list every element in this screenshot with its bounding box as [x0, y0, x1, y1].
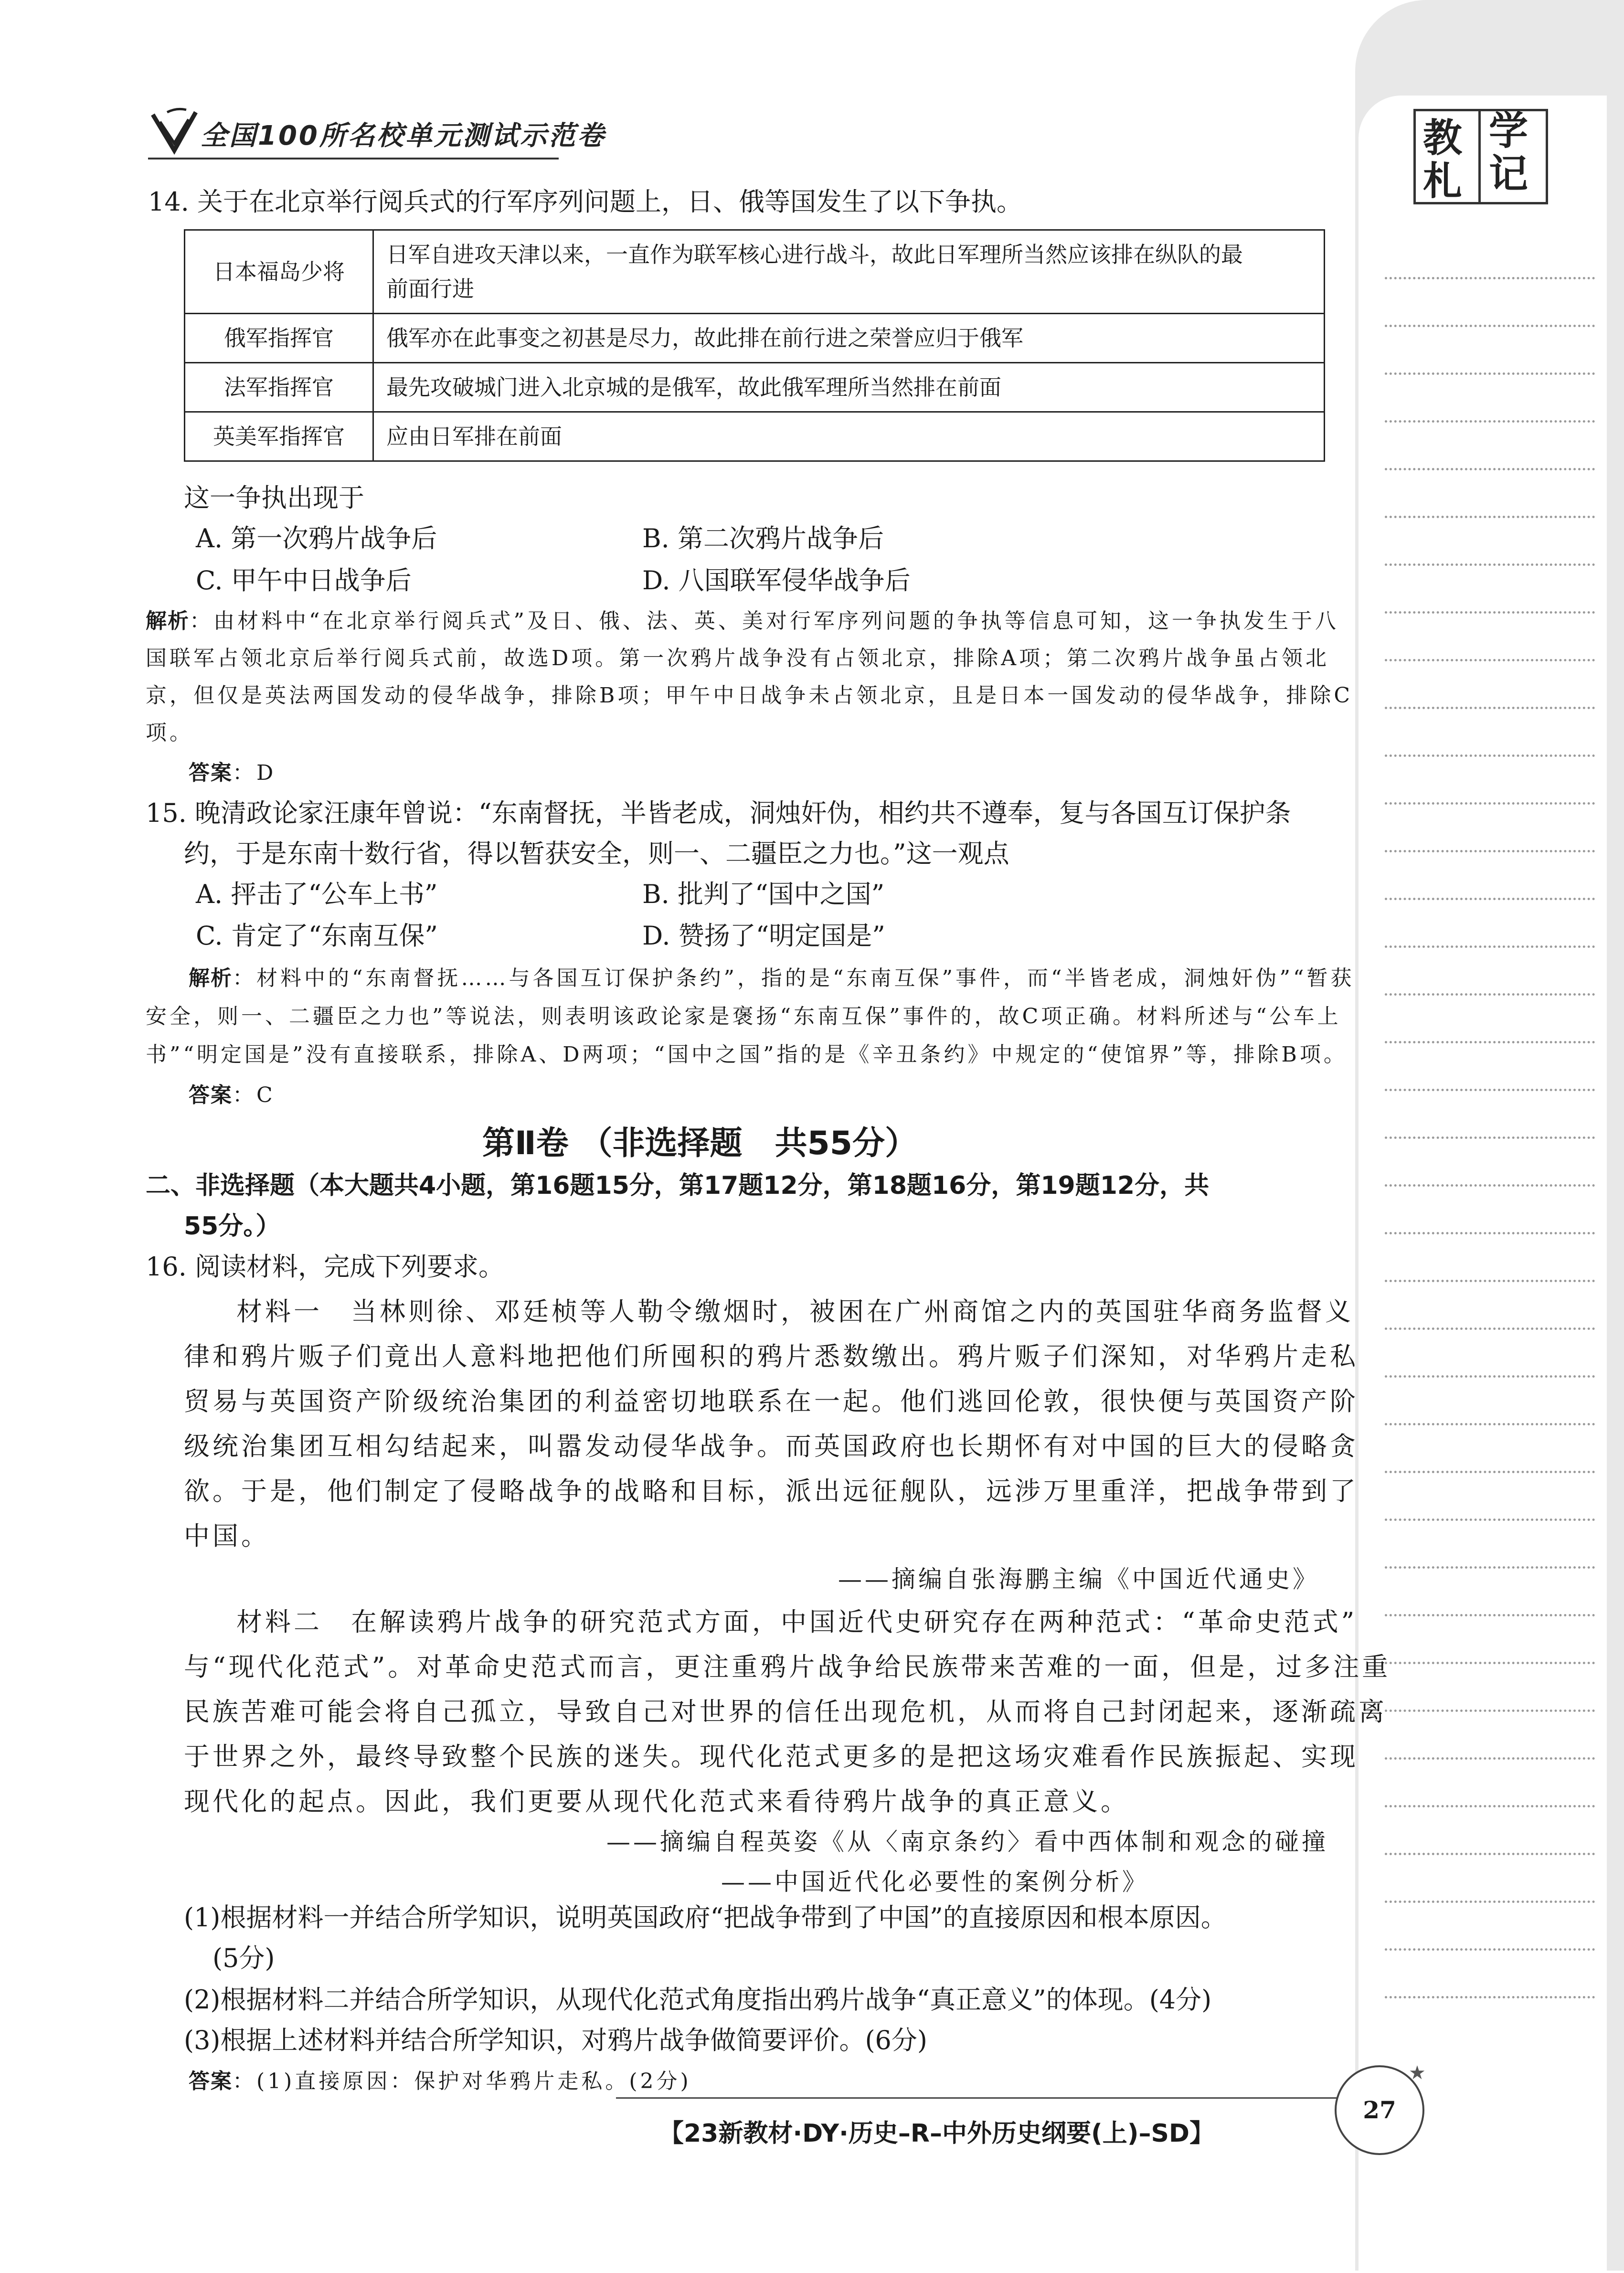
analysis-text: ：材料中的“东南督抚……与各国互订保护条约”，指的是“东南互保”事件，而“半皆老成，洞烛奸伪”“暂获: [233, 966, 1355, 990]
notes-line: [1385, 1136, 1595, 1139]
notes-char-2: 学: [1489, 108, 1528, 154]
notes-line: [1385, 898, 1595, 900]
notes-line: [1385, 372, 1595, 375]
notes-line: [1385, 754, 1595, 757]
q16-mat1-line: 材料一 当林则徐、邓廷桢等人勒令缴烟时，被困在广州商馆之内的英国驻华商务监督义: [236, 1296, 1354, 1327]
notes-char-3: 札: [1423, 158, 1463, 204]
star-icon: ★: [1409, 2062, 1426, 2084]
notes-line: [1385, 1232, 1595, 1234]
part2-title: 第Ⅱ卷 （非选择题 共55分）: [482, 1125, 918, 1162]
q14-row-text-line: 日军自进攻天津以来，一直作为联军核心进行战斗，故此日军理所当然应该排在纵队的最: [386, 242, 1243, 267]
answer-text: ：D: [233, 761, 276, 785]
q15-option-c: C. 肯定了“东南互保”: [196, 921, 438, 951]
q14-analysis-line: 项。: [146, 721, 193, 745]
table-row: [185, 230, 1325, 314]
notes-char-1: 教: [1423, 115, 1463, 161]
q16-req1: (1)根据材料一并结合所学知识，说明英国政府“把战争带到了中国”的直接原因和根本原因。: [184, 1902, 1227, 1933]
notes-line: [1385, 611, 1595, 614]
notes-line: [1385, 1805, 1595, 1807]
q16-answer: [189, 2063, 691, 2100]
notes-char-4: 记: [1489, 151, 1528, 197]
q14-row-text-line: 前面行进: [386, 276, 474, 302]
series-title: 全国100所名校单元测试示范卷: [201, 120, 606, 151]
notes-line: [1385, 1471, 1595, 1473]
notes-line: [1385, 1853, 1595, 1855]
table-row: [185, 314, 1325, 363]
answer-label: 答案: [189, 761, 233, 785]
notes-line: [1385, 945, 1595, 948]
notes-line: [1385, 468, 1595, 470]
q14-table: [184, 229, 1325, 462]
notes-line: [1385, 1041, 1595, 1043]
q16-mat2-line: 与“现代化范式”。对革命史范式而言，更注重鸦片战争给民族带来苦难的一面，但是，过多注重: [184, 1652, 1391, 1682]
notes-line: [1385, 1566, 1595, 1569]
notes-line: [1385, 1375, 1595, 1378]
q15-stem-line: 15. 晚清政论家汪康年曾说：“东南督抚，半皆老成，洞烛奸伪，相约共不遵奉，复与各国互订保护条: [146, 798, 1291, 828]
q15-answer: [189, 1077, 276, 1114]
table-row: [185, 412, 1325, 461]
notes-line: [1385, 277, 1595, 279]
q16-mat2-line: 民族苦难可能会将自己孤立，导致自己对世界的信任出现危机，从而将自己封闭起来，逐渐疏离: [184, 1697, 1387, 1727]
notes-line: [1385, 1757, 1595, 1760]
q14-option-b: B. 第二次鸦片战争后: [642, 523, 884, 553]
notes-line: [1385, 1280, 1595, 1282]
answer-label: 答案: [189, 2069, 233, 2093]
book-logo-icon: [148, 105, 201, 158]
notes-line: [1385, 1662, 1595, 1664]
q16-mat1-line: 欲。于是，他们制定了侵略战争的战略和目标，派出远征舰队，远涉万里重洋，把战争带到了: [184, 1476, 1359, 1506]
q16-req1-score: (5分): [212, 1943, 275, 1973]
answer-text: ：(1)直接原因：保护对华鸦片走私。(2分): [233, 2069, 691, 2093]
q16-req2: (2)根据材料二并结合所学知识，从现代化范式角度指出鸦片战争“真正意义”的体现。(4分): [184, 1985, 1212, 2015]
q15-analysis-line: 书”“明定国是”没有直接联系，排除A、D两项；“国中之国”指的是《辛丑条约》中规定的“使馆界”等，排除B项。: [146, 1042, 1348, 1067]
q14-prompt: 这一争执出现于: [184, 483, 364, 513]
notes-line: [1385, 420, 1595, 423]
q14-row-who: 法军指挥官: [185, 363, 373, 412]
q14-stem: 14. 关于在北京举行阅兵式的行军序列问题上，日、俄等国发生了以下争执。: [148, 187, 1023, 217]
q16-req3: (3)根据上述材料并结合所学知识，对鸦片战争做简要评价。(6分): [184, 2025, 927, 2055]
notes-line: [1385, 659, 1595, 661]
part2-heading-line: 二、非选择题（本大题共4小题，第16题15分，第17题12分，第18题16分，第19题12分，共: [146, 1171, 1210, 1200]
q14-row-who: 日本福岛少将: [185, 230, 373, 314]
notes-line: [1385, 563, 1595, 566]
q15-option-a: A. 抨击了“公车上书”: [196, 879, 438, 909]
q15-analysis-line: 安全，则一、二疆臣之力也”等说法，则表明该政论家是褒扬“东南互保”事件的，故C项正确。材料所述与“公车上: [146, 1004, 1341, 1029]
q14-analysis-line: [146, 603, 1339, 640]
answer-label: 答案: [189, 1083, 233, 1107]
notes-line: [1385, 850, 1595, 852]
notes-line: [1385, 325, 1595, 327]
q16-mat1-line: 贸易与英国资产阶级统治集团的利益密切地联系在一起。他们逃回伦敦，很快便与英国资产阶: [184, 1386, 1359, 1416]
q14-analysis-line: 京，但仅是英法两国发动的侵华战争，排除B项；甲午中日战争未占领北京，且是日本一国发动的侵华战争，排除C: [146, 683, 1353, 708]
q14-analysis-line: 国联军占领北京后举行阅兵式前，故选D项。第一次鸦片战争没有占领北京，排除A项；第二次鸦片战争虽占领北: [146, 646, 1330, 670]
notes-line: [1385, 1948, 1595, 1951]
notes-line: [1385, 1519, 1595, 1521]
q14-row-who: 俄军指挥官: [185, 314, 373, 363]
q16-source-1: ——摘编自张海鹏主编《中国近代通史》: [838, 1565, 1319, 1593]
q14-row-text: 俄军亦在此事变之初甚是尽力，故此排在前行进之荣誉应归于俄军: [373, 314, 1325, 363]
notes-line: [1385, 707, 1595, 709]
q14-row-text: 最先攻破城门进入北京城的是俄军，故此俄军理所当然排在前面: [373, 363, 1325, 412]
q16-stem: 16. 阅读材料，完成下列要求。: [146, 1252, 505, 1282]
q16-mat2-line: 现代化的起点。因此，我们更要从现代化范式来看待鸦片战争的真正意义。: [184, 1786, 1129, 1816]
q15-stem-line: 约，于是东南十数行省，得以暂获安全，则一、二疆臣之力也。”这一观点: [184, 839, 1009, 869]
notes-line: [1385, 1089, 1595, 1091]
notes-line: [1385, 1184, 1595, 1187]
q16-source-2: ——摘编自程英姿《从〈南京条约〉看中西体制和观念的碰撞: [606, 1828, 1328, 1856]
footer-rule: [616, 2097, 1347, 2099]
notes-line: [1385, 1710, 1595, 1712]
answer-text: ：C: [233, 1083, 276, 1107]
notes-line: [1385, 1996, 1595, 1998]
q16-mat2-line: 材料二 在解读鸦片战争的研究范式方面，中国近代史研究存在两种范式：“革命史范式”: [236, 1607, 1358, 1637]
notes-line: [1385, 993, 1595, 996]
q16-mat1-line: 级统治集团互相勾结起来，叫嚣发动侵华战争。而英国政府也长期怀有对中国的巨大的侵略贪: [184, 1431, 1359, 1461]
notes-line: [1385, 1423, 1595, 1425]
q16-source-2-sub: ——中国近代化必要性的案例分析》: [721, 1868, 1149, 1896]
notes-notebook-logo: [1409, 109, 1547, 212]
notes-line: [1385, 802, 1595, 805]
q14-row-text: [373, 230, 1325, 314]
analysis-text: ：由材料中“在北京举行阅兵式”及日、俄、法、英、美对行军序列问题的争执等信息可知，这一争执发生于八: [190, 609, 1339, 633]
q14-option-c: C. 甲午中日战争后: [196, 565, 412, 595]
q15-analysis-line: [189, 960, 1354, 997]
analysis-label: 解析: [146, 609, 190, 633]
q16-mat1-line: 中国。: [184, 1521, 270, 1551]
q14-option-d: D. 八国联军侵华战争后: [642, 565, 911, 595]
q14-row-who: 英美军指挥官: [185, 412, 373, 461]
notes-line: [1385, 1328, 1595, 1330]
q15-option-d: D. 赞扬了“明定国是”: [642, 921, 885, 951]
q16-mat2-line: 于世界之外，最终导致整个民族的迷失。现代化范式更多的是把这场灾难看作民族振起、实现: [184, 1742, 1359, 1772]
q14-option-a: A. 第一次鸦片战争后: [196, 523, 437, 553]
page-number: 27: [1335, 2065, 1424, 2155]
notes-line: [1385, 1614, 1595, 1616]
header-rule: [148, 158, 559, 159]
q14-row-text: 应由日军排在前面: [373, 412, 1325, 461]
table-row: [185, 363, 1325, 412]
q15-option-b: B. 批判了“国中之国”: [642, 879, 885, 909]
q14-answer: [189, 754, 276, 792]
notes-line: [1385, 516, 1595, 518]
footer-code: 【23新教材·DY·历史–R–中外历史纲要(上)–SD】: [659, 2119, 1215, 2148]
part2-heading-line: 55分。）: [184, 1212, 281, 1241]
notes-line: [1385, 1901, 1595, 1903]
analysis-label: 解析: [189, 966, 233, 990]
q16-mat1-line: 律和鸦片贩子们竟出人意料地把他们所囤积的鸦片悉数缴出。鸦片贩子们深知，对华鸦片走私: [184, 1341, 1359, 1371]
